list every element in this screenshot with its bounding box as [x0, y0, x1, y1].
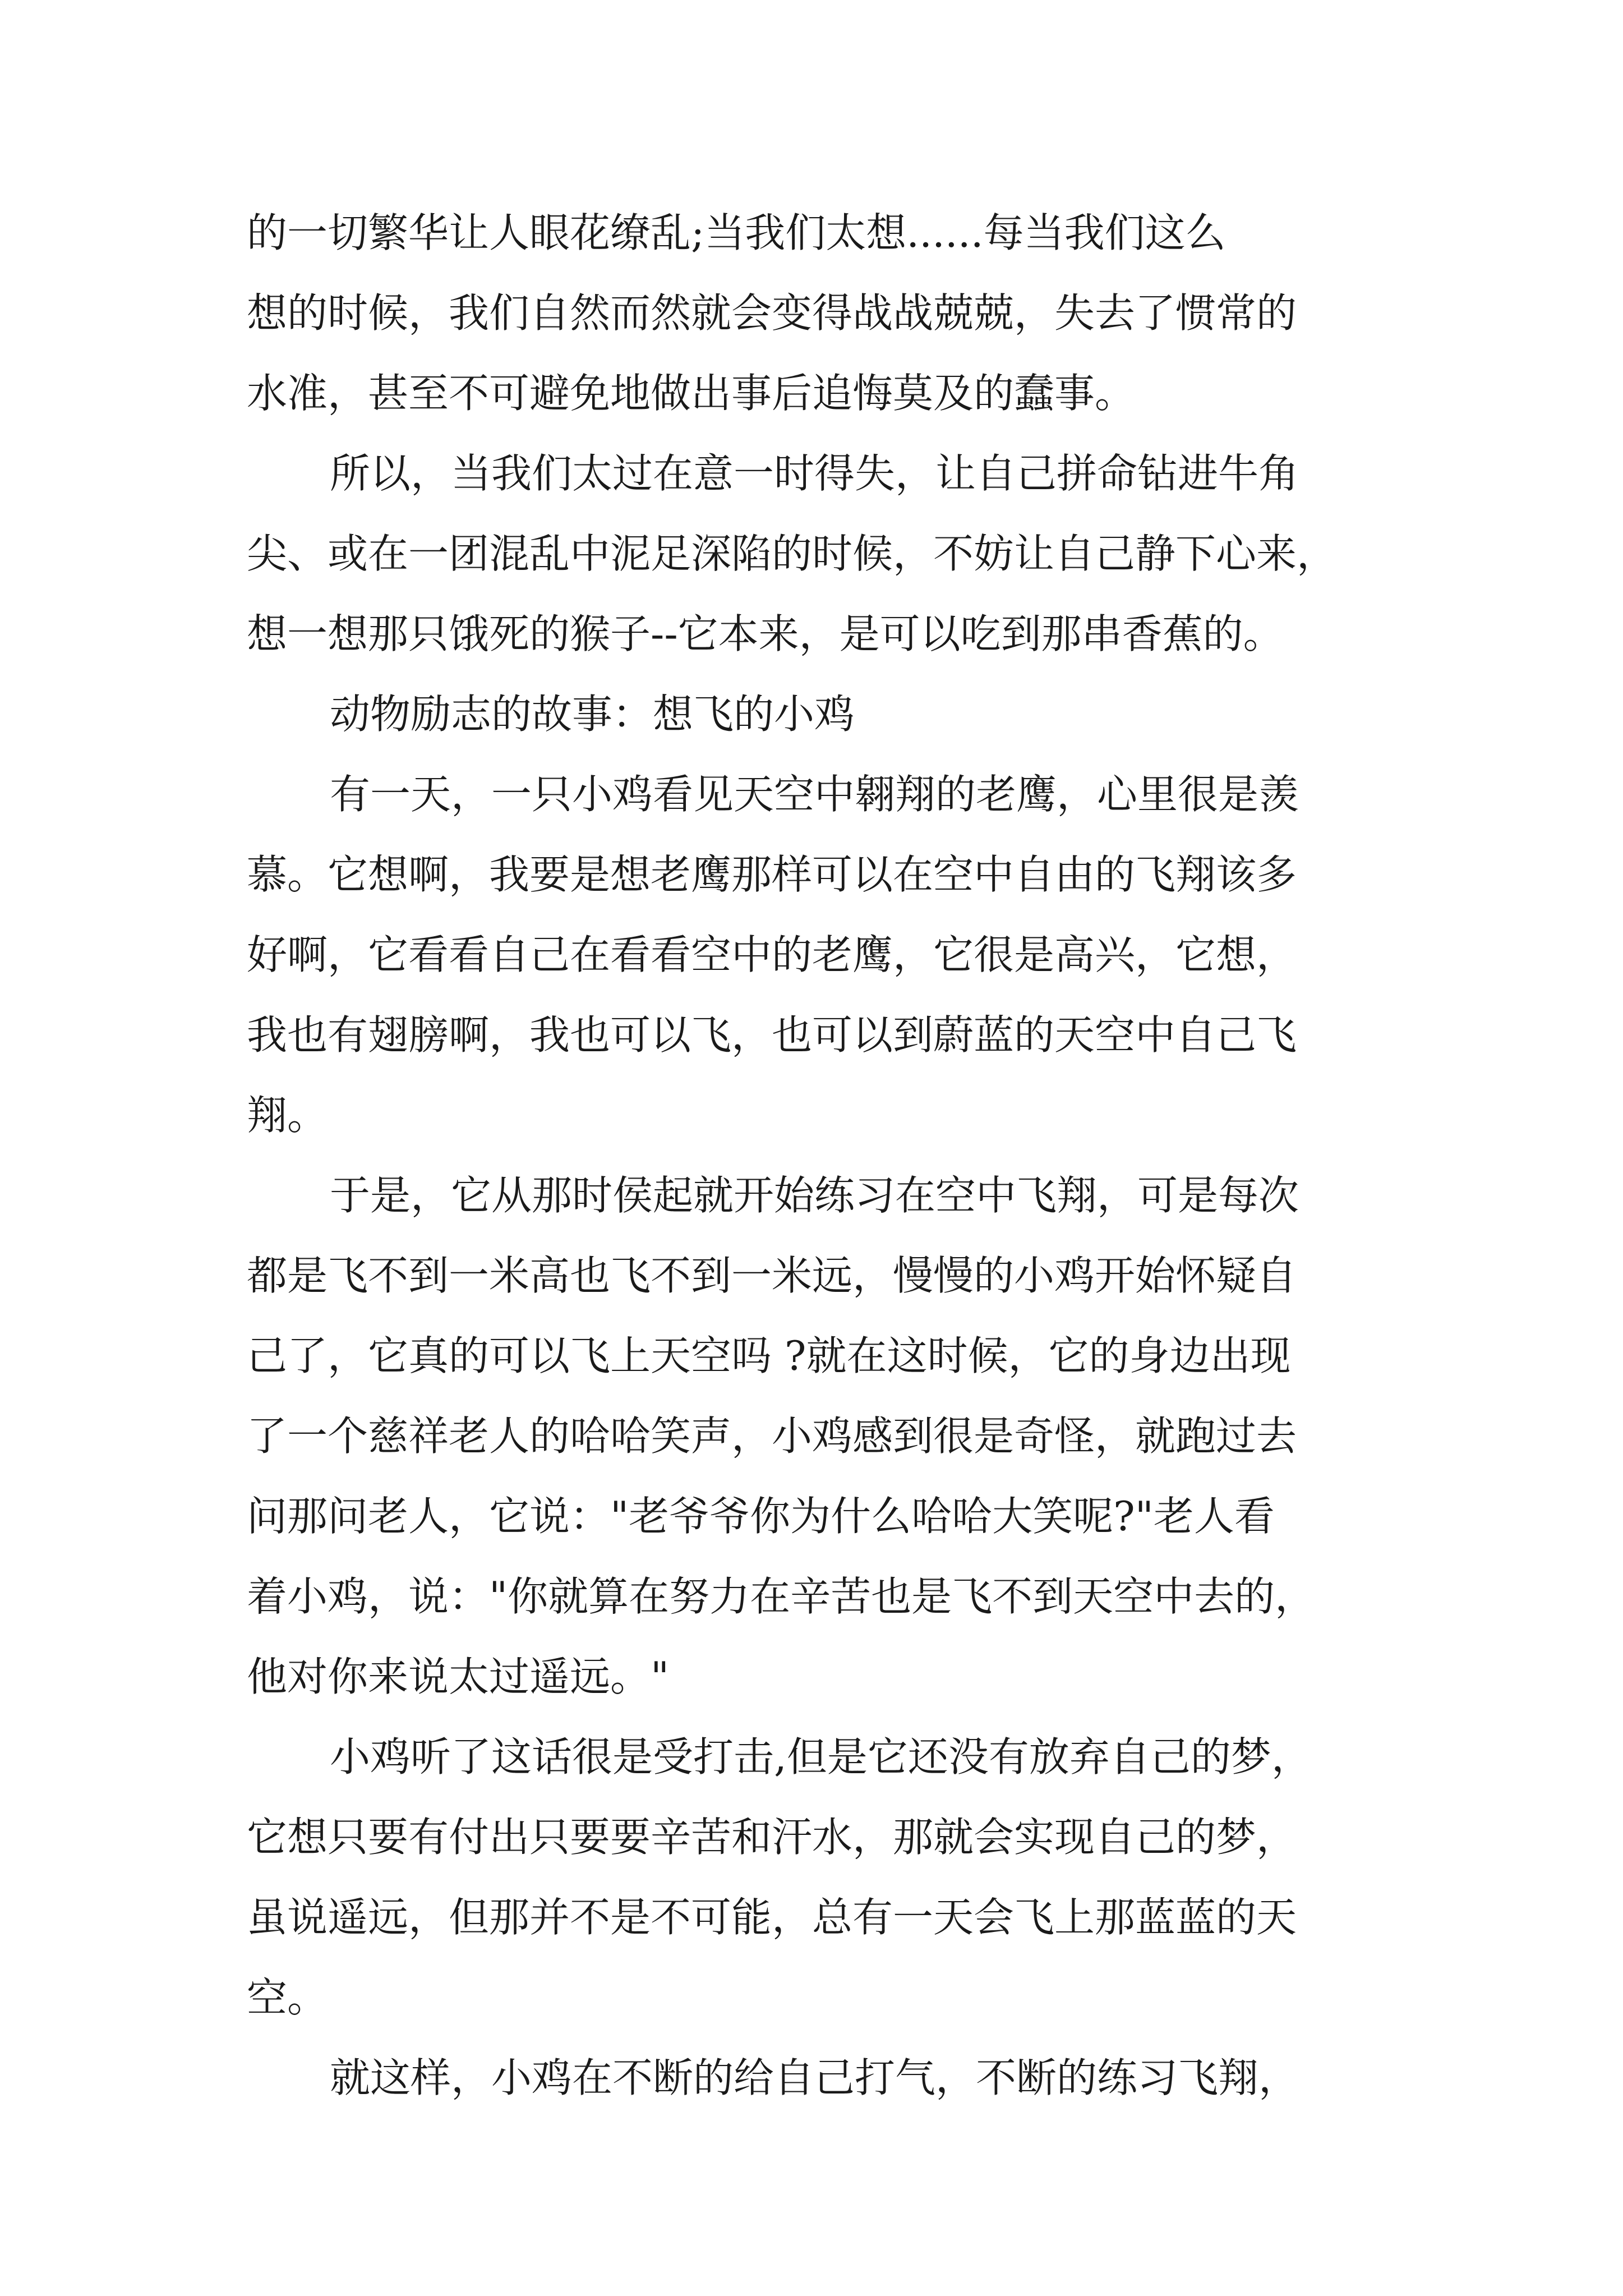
text-line: 着小鸡，说："你就算在努力在辛苦也是飞不到天空中去的， — [247, 1573, 1316, 1620]
text-line: 小鸡听了这话很是受打击,但是它还没有放弃自己的梦， — [330, 1733, 1312, 1780]
text-line: 问那问老人，它说："老爷爷你为什么哈哈大笑呢?"老人看 — [247, 1493, 1275, 1540]
section-heading: 动物励志的故事：想飞的小鸡 — [330, 691, 855, 738]
text-line: 我也有翅膀啊，我也可以飞，也可以到蔚蓝的天空中自己飞 — [247, 1011, 1297, 1059]
text-line: 空。 — [247, 1974, 328, 2021]
text-line: 水准，甚至不可避免地做出事后追悔莫及的蠢事。 — [247, 370, 1136, 417]
text-line: 翔。 — [247, 1092, 328, 1139]
text-line: 想的时候，我们自然而然就会变得战战兢兢，失去了惯常的 — [247, 289, 1297, 337]
text-line: 尖、或在一团混乱中泥足深陷的时候，不妨让自己静下心来， — [247, 530, 1338, 577]
text-line: 好啊，它看看自己在看看空中的老鹰，它很是高兴，它想， — [247, 931, 1297, 978]
text-line: 他对你来说太过遥远。" — [247, 1653, 670, 1700]
text-line: 慕。它想啊，我要是想老鹰那样可以在空中自由的飞翔该多 — [247, 851, 1297, 898]
text-line: 都是飞不到一米高也飞不到一米远，慢慢的小鸡开始怀疑自 — [247, 1252, 1297, 1299]
text-line: 所以，当我们太过在意一时得失，让自己拼命钻进牛角 — [330, 450, 1299, 497]
text-line: 想一想那只饿死的猴子--它本来，是可以吃到那串香蕉的。 — [247, 610, 1284, 657]
text-line: 于是，它从那时侯起就开始练习在空中飞翔，可是每次 — [330, 1172, 1299, 1219]
text-line: 有一天，一只小鸡看见天空中翱翔的老鹰，心里很是羡 — [330, 771, 1299, 818]
text-line: 它想只要有付出只要要辛苦和汗水，那就会实现自己的梦， — [247, 1814, 1297, 1861]
text-line: 虽说遥远，但那并不是不可能，总有一天会飞上那蓝蓝的天 — [247, 1894, 1297, 1941]
text-line: 己了，它真的可以飞上天空吗 ?就在这时候，它的身边出现 — [247, 1332, 1291, 1379]
text-line: 了一个慈祥老人的哈哈笑声，小鸡感到很是奇怪，就跑过去 — [247, 1412, 1297, 1460]
text-line: 就这样，小鸡在不断的给自己打气，不断的练习飞翔， — [330, 2054, 1299, 2101]
text-line: 的一切繁华让人眼花缭乱;当我们太想......每当我们这么 — [247, 209, 1226, 256]
